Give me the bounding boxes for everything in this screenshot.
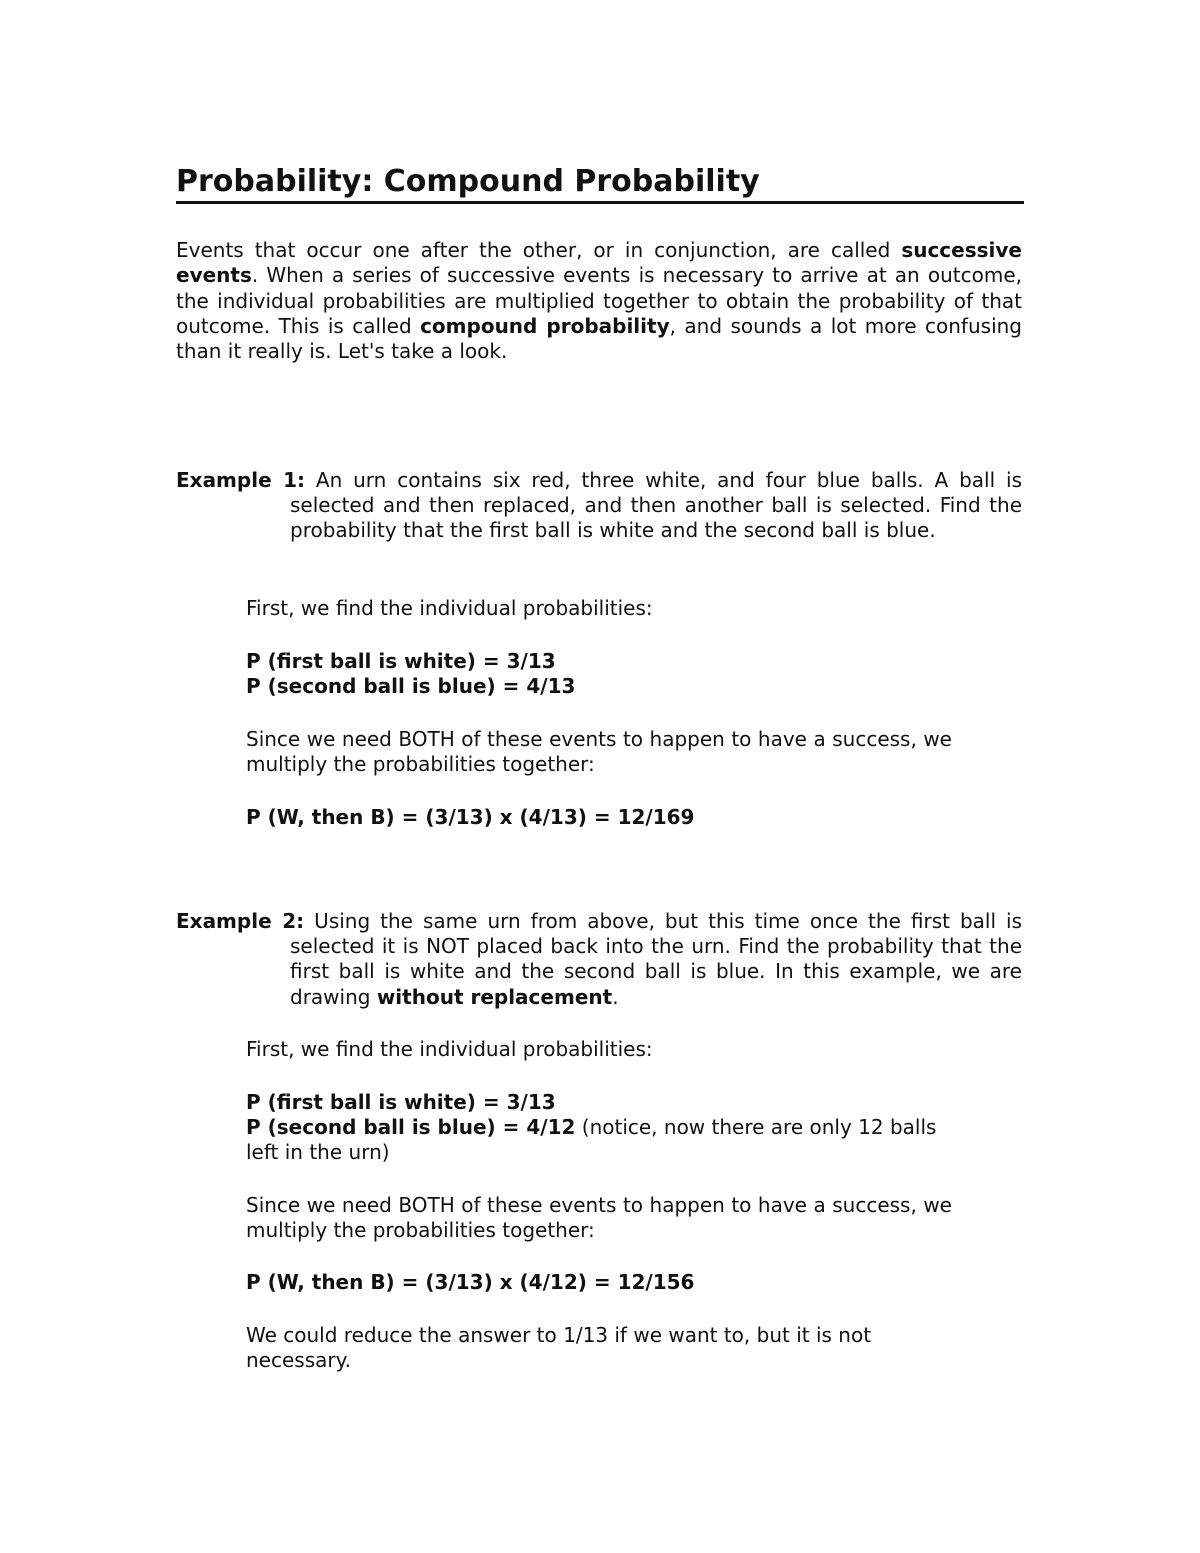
intro-text-3: , and sounds a lot more confusing than it really is. Let's take a look.	[176, 313, 1022, 364]
term-successive-events: successive events	[176, 238, 1022, 288]
intro-text-1: Events that occur one after the other, or in conjunction, are called	[176, 238, 902, 262]
example-2-prob-white: P (first ball is white) = 3/13	[246, 1090, 556, 1114]
example-2-label: Example 2:	[176, 909, 305, 933]
example-1-since: Since we need BOTH of these events to happen to have a success, we multiply the probabilities together:	[246, 727, 952, 777]
example-1-prob-white: P (first ball is white) = 3/13	[246, 649, 556, 673]
example-2-prob-blue: P (second ball is blue) = 4/12	[246, 1115, 576, 1139]
example-1-label: Example 1:	[176, 468, 306, 492]
title-underline	[176, 201, 1024, 204]
example-2-prob-blue-note: (notice, now there are only 12 balls left in the urn)	[246, 1115, 937, 1165]
example-2-end: .	[612, 984, 619, 1009]
example-2-result: P (W, then B) = (3/13) x (4/12) = 12/156	[246, 1270, 695, 1294]
example-2-since: Since we need BOTH of these events to happen to have a success, we multiply the probabilities together:	[246, 1193, 952, 1243]
page-title: Probability: Compound Probability	[176, 164, 760, 199]
example-2-prob-blue-line	[246, 1115, 952, 1165]
example-1-prob-blue: P (second ball is blue) = 4/13	[246, 674, 576, 698]
example-1-first-line: First, we find the individual probabilities:	[246, 596, 653, 620]
example-2-statement	[176, 909, 1022, 1010]
example-1-result: P (W, then B) = (3/13) x (4/13) = 12/169	[246, 805, 695, 829]
example-2-text: Using the same urn from above, but this time once the first ball is selected it is NOT placed back into the urn. Find the probability that the first ball is white and the second ball is blue. In this example, we are drawing	[290, 909, 1023, 1009]
intro-paragraph	[176, 238, 1022, 364]
example-1-text: An urn contains six red, three white, and four blue balls. A ball is selected and then replaced, and then another ball is selected. Find the probability that the first ball is white and the second ball is blue.	[290, 468, 1022, 543]
example-2-first-line: First, we find the individual probabilities:	[246, 1037, 653, 1061]
example-1-statement	[176, 468, 1022, 544]
term-without-replacement: without replacement	[376, 984, 613, 1009]
intro-text-2: . When a series of successive events is necessary to arrive at an outcome, the individual probabilities are multiplied together to obtain the probability of that outcome. This is called	[176, 263, 1022, 338]
term-compound-probability: compound probability	[420, 313, 670, 338]
example-2-reduce-note: We could reduce the answer to 1/13 if we want to, but it is not necessary.	[246, 1323, 872, 1373]
